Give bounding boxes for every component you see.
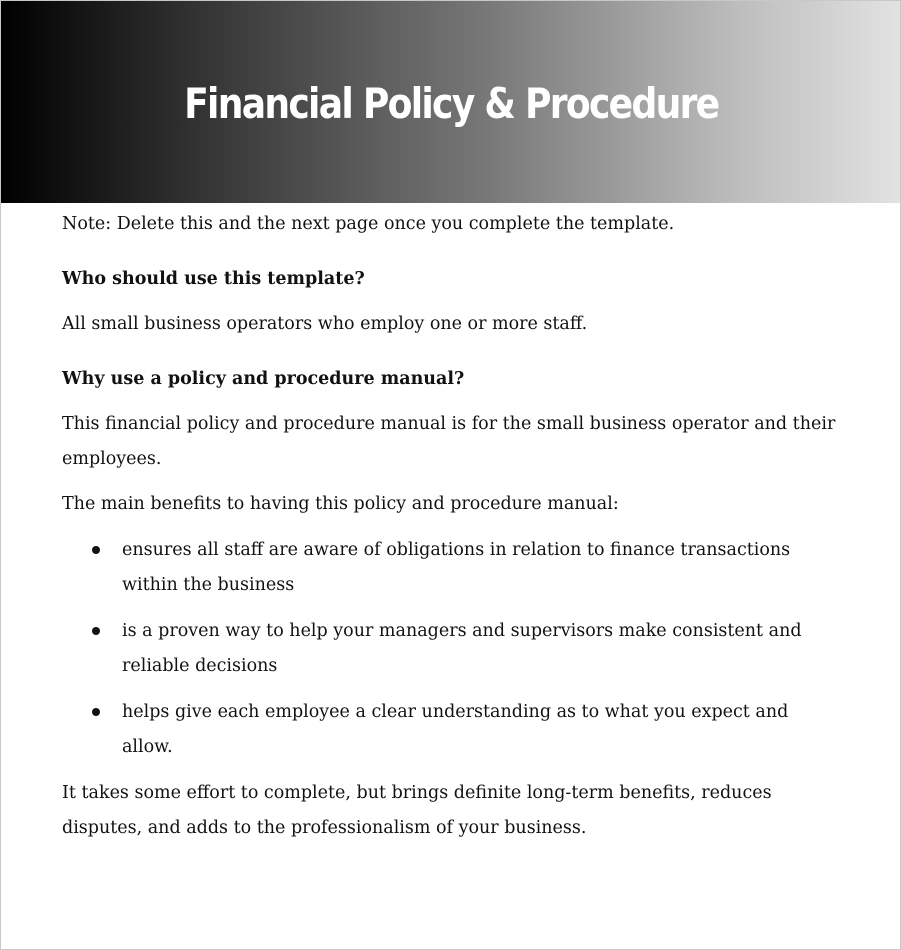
template-note: Note: Delete this and the next page once you complete the template. [62, 214, 675, 234]
list-item-text: is a proven way to help your managers and supervisors make consistent and reliable decisions [122, 621, 802, 676]
who-text: All small business operators who employ one or more staff. [62, 314, 588, 334]
list-item [62, 533, 837, 603]
header-banner [1, 1, 900, 203]
closing-paragraph: It takes some effort to complete, but brings definite long-term benefits, reduces disputes, and adds to the professionalism of your business. [62, 783, 772, 838]
benefits-intro: The main benefits to having this policy and procedure manual: [62, 494, 619, 514]
document-body [62, 207, 837, 846]
bullet-icon [92, 627, 100, 635]
list-item [62, 695, 837, 765]
document-title: Financial Policy & Procedure [184, 79, 719, 128]
list-item-text: ensures all staff are aware of obligations in relation to finance transactions within the business [122, 540, 791, 595]
bullet-icon [92, 708, 100, 716]
bullet-icon [92, 546, 100, 554]
list-item-text: helps give each employee a clear understanding as to what you expect and allow. [122, 702, 789, 757]
who-heading: Who should use this template? [62, 269, 365, 289]
benefits-list [62, 533, 837, 765]
why-heading: Why use a policy and procedure manual? [62, 369, 465, 389]
why-text: This financial policy and procedure manual is for the small business operator and their employees. [62, 414, 836, 469]
list-item [62, 614, 837, 684]
